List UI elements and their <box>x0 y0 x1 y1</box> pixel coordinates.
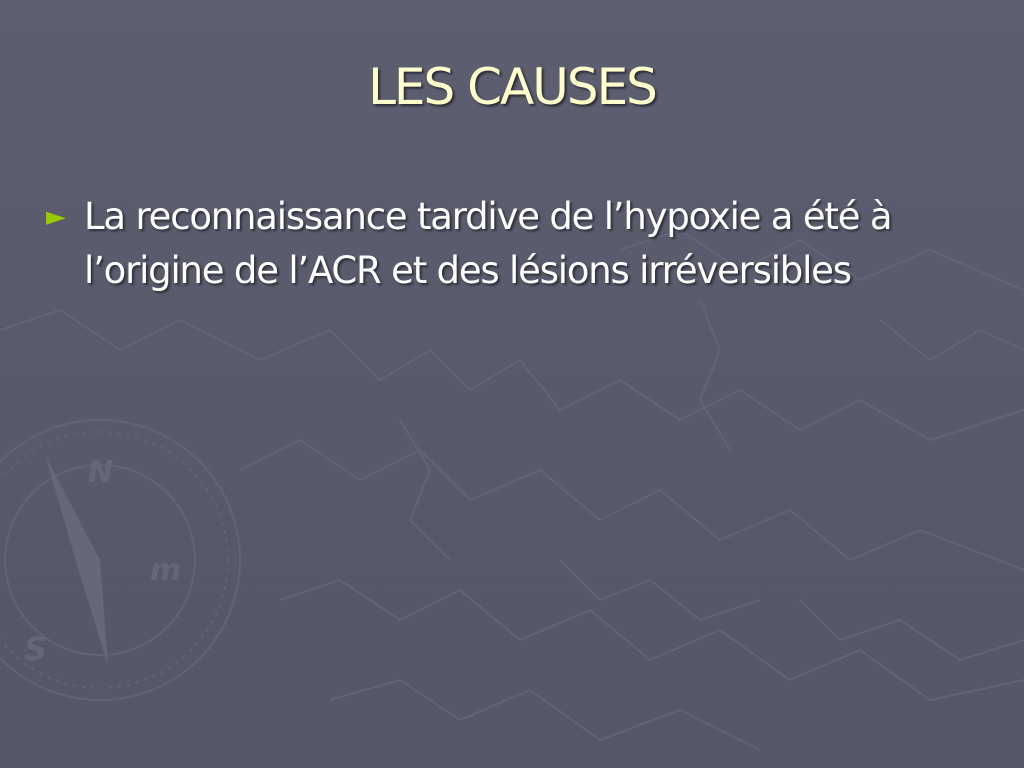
slide-title: LES CAUSES <box>368 58 656 116</box>
bullet-list <box>46 190 986 298</box>
bullet-text: La reconnaissance tardive de l’hypoxie a été à l’origine de l’ACR et des lésions irréversibles <box>84 195 892 292</box>
bullet-item <box>46 190 986 298</box>
bullet-arrow-icon: ► <box>46 202 66 232</box>
compass-letter-n: N <box>88 455 114 490</box>
compass-letter-m: m <box>150 553 182 588</box>
compass-letter-s: S <box>24 630 48 668</box>
